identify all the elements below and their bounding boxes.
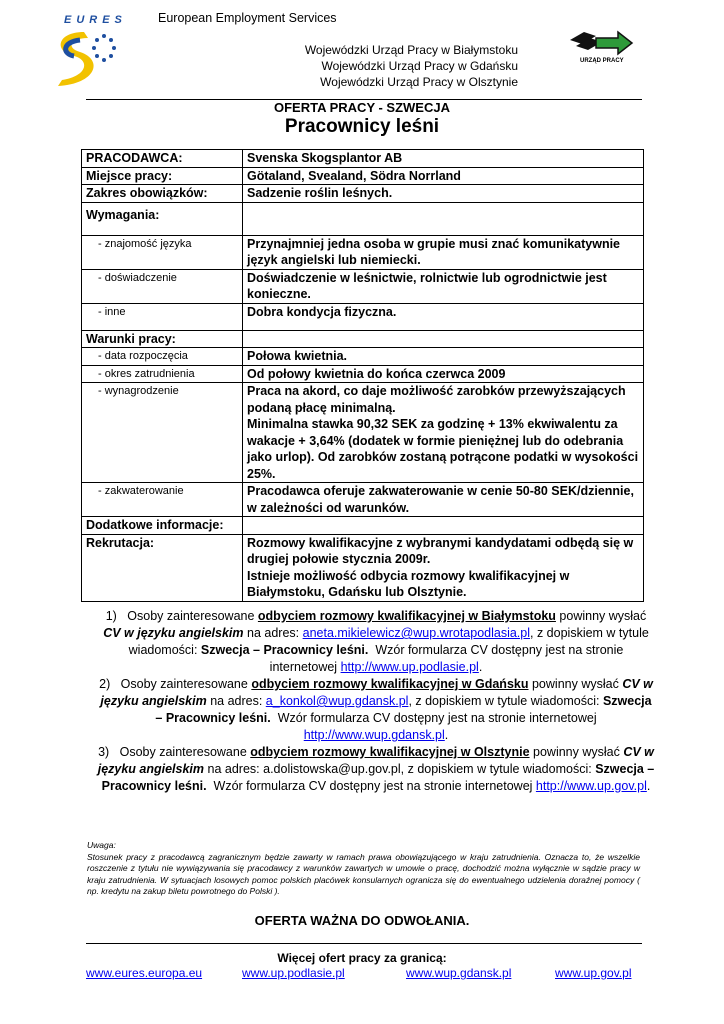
offer-country: OFERTA PRACY - SZWECJA — [274, 100, 450, 115]
table-row — [82, 483, 644, 517]
item-number: 1) — [105, 609, 117, 623]
header-org-name: European Employment Services — [158, 11, 337, 25]
table-row — [82, 185, 644, 203]
period-label: - okres zatrudnienia — [82, 365, 243, 383]
req-language-label: - znajomość języka — [82, 235, 243, 269]
start-label: - data rozpoczęcia — [82, 348, 243, 366]
requirements-empty — [243, 202, 644, 235]
offer-valid-notice: OFERTA WAŻNA DO ODWOŁANIA. — [254, 913, 470, 928]
salary-label: - wynagrodzenie — [82, 383, 243, 483]
instruction-item — [96, 608, 656, 676]
item-interview-city: odbyciem rozmowy kwalifikacyjnej w Białymstoku — [257, 609, 556, 623]
item-end: . — [444, 728, 449, 742]
item-subject-label: , z dopiskiem w tytule wiadomości: — [408, 694, 600, 708]
url-link-podlasie[interactable]: http://www.up.podlasie.pl — [340, 660, 479, 674]
item-subject: Szwecja – Pracownicy leśni. — [200, 643, 369, 657]
item-addr-label: na adres: — [210, 694, 263, 708]
salary-text-1: Praca na akord, co daje możliwość zarobków przewyższających podaną płacę minimalną. — [247, 384, 626, 415]
email-olsztyn: a.dolistowska@up.gov.pl — [263, 762, 401, 776]
additional-label: Dodatkowe informacje: — [82, 517, 243, 535]
employer-label: PRACODAWCA: — [82, 150, 243, 168]
table-row — [82, 348, 644, 366]
more-offers-label: Więcej ofert pracy za granicą: — [277, 951, 447, 965]
item-subject-label: , z dopiskiem w tytule wiadomości: — [400, 762, 592, 776]
duties-value: Sadzenie roślin leśnych. — [243, 185, 644, 203]
urzad-logo-text: URZĄD PRACY — [580, 58, 624, 64]
table-row — [82, 235, 644, 269]
office-bialystok: Wojewódzki Urząd Pracy w Białymstoku — [304, 43, 518, 57]
item-intro: Osoby zainteresowane — [120, 677, 248, 691]
offer-table — [81, 149, 644, 602]
table-row — [82, 517, 644, 535]
recruitment-value — [243, 534, 644, 601]
housing-value: Pracodawca oferuje zakwaterowanie w cenie 50-80 SEK/dziennie, w zależności od warunków. — [243, 483, 644, 517]
item-cv: CV w języku angielskim — [97, 745, 654, 776]
table-row — [82, 365, 644, 383]
urzad-pracy-logo — [566, 26, 636, 64]
req-other-value: Dobra kondycja fizyczna. — [243, 303, 644, 330]
eures-logo — [44, 10, 140, 92]
duties-label: Zakres obowiązków: — [82, 185, 243, 203]
req-experience-value: Doświadczenie w leśnictwie, rolnictwie lub ogrodnictwie jest konieczne. — [243, 269, 644, 303]
item-send: powinny wysłać — [531, 677, 619, 691]
location-label: Miejsce pracy: — [82, 167, 243, 185]
application-instructions — [96, 608, 656, 795]
salary-value — [243, 383, 644, 483]
instruction-item — [96, 676, 656, 744]
instruction-item — [96, 744, 656, 795]
item-form-text: Wzór formularza CV dostępny jest na stronie internetowej — [277, 711, 597, 725]
start-value: Połowa kwietnia. — [243, 348, 644, 366]
footer-link-up-gov[interactable]: www.up.gov.pl — [555, 966, 632, 980]
item-number: 3) — [98, 745, 110, 759]
item-end: . — [478, 660, 483, 674]
conditions-empty — [243, 330, 644, 348]
footer-link-gdansk[interactable]: www.wup.gdansk.pl — [406, 966, 512, 980]
conditions-label: Warunki pracy: — [82, 330, 243, 348]
footer-link-podlasie[interactable]: www.up.podlasie.pl — [242, 966, 345, 980]
item-end: . — [646, 779, 651, 793]
office-olsztyn: Wojewódzki Urząd Pracy w Olsztynie — [320, 75, 518, 89]
recruitment-text-2: Istnieje możliwość odbycia rozmowy kwalifikacyjnej w Białymstoku, Gdańsku lub Olsztynie. — [247, 568, 570, 599]
table-row — [82, 303, 644, 330]
eu-stars-icon — [92, 34, 116, 62]
requirements-label: Wymagania: — [82, 202, 243, 235]
url-link-gdansk[interactable]: http://www.wup.gdansk.pl — [303, 728, 445, 742]
url-link-olsztyn[interactable]: http://www.up.gov.pl — [535, 779, 647, 793]
item-form-text: Wzór formularza CV dostępny jest na stronie internetowej — [269, 643, 624, 674]
item-interview-city: odbyciem rozmowy kwalifikacyjnej w Gdańsku — [251, 677, 529, 691]
employer-value: Svenska Skogsplantor AB — [243, 150, 644, 168]
legal-note — [87, 840, 640, 898]
office-gdansk: Wojewódzki Urząd Pracy w Gdańsku — [321, 59, 518, 73]
item-subject-label: , z dopiskiem w tytule wiadomości: — [128, 626, 649, 657]
item-send: powinny wysłać — [559, 609, 647, 623]
table-row — [82, 269, 644, 303]
housing-label: - zakwaterowanie — [82, 483, 243, 517]
email-link-bialystok[interactable]: aneta.mikielewicz@wup.wrotapodlasia.pl — [302, 626, 531, 640]
item-intro: Osoby zainteresowane — [119, 745, 247, 759]
item-cv: CV w języku angielskim — [100, 677, 653, 708]
item-intro: Osoby zainteresowane — [127, 609, 255, 623]
table-row — [82, 330, 644, 348]
item-send: powinny wysłać — [533, 745, 620, 759]
footer-divider — [86, 943, 642, 944]
item-subject: Szwecja – Pracownicy leśni. — [101, 762, 655, 793]
table-row — [82, 202, 644, 235]
page-title: Pracownicy leśni — [284, 116, 440, 137]
item-number: 2) — [99, 677, 111, 691]
req-other-label: - inne — [82, 303, 243, 330]
recruitment-text-1: Rozmowy kwalifikacyjne z wybranymi kandydatami odbędą się w drugiej połowie stycznia 2009r. — [247, 535, 634, 566]
email-link-gdansk[interactable]: a_konkol@wup.gdansk.pl — [265, 694, 409, 708]
item-cv: CV w języku angielskim — [103, 626, 244, 640]
req-experience-label: - doświadczenie — [82, 269, 243, 303]
table-row — [82, 150, 644, 168]
item-interview-city: odbyciem rozmowy kwalifikacyjnej w Olsztynie — [250, 745, 530, 759]
location-value: Götaland, Svealand, Södra Norrland — [243, 167, 644, 185]
table-row — [82, 534, 644, 601]
office-list — [238, 42, 518, 90]
table-row — [82, 383, 644, 483]
eures-logo-text: EURES — [64, 14, 127, 26]
salary-text-2: Minimalna stawka 90,32 SEK za godzinę + 13% ekwiwalentu za wakacje + 3,64% (dodatek w formie pieniężnej lub do odebrania jako urlop). Od zarobków zostaną potrącone podatki w wysokości 25%. — [247, 417, 639, 481]
arrow-right-icon — [596, 32, 632, 54]
period-value: Od połowy kwietnia do końca czerwca 2009 — [243, 365, 644, 383]
item-subject: Szwecja – Pracownicy leśni. — [155, 694, 652, 725]
footer-link-eures[interactable]: www.eures.europa.eu — [86, 966, 203, 980]
item-form-text: Wzór formularza CV dostępny jest na stronie internetowej — [213, 779, 533, 793]
note-title: Uwaga: — [87, 840, 116, 850]
item-addr-label: na adres: — [247, 626, 300, 640]
note-text: Stosunek pracy z pracodawcą zagranicznym będzie zawarty w ramach prawa obowiązującego w kraju zatrudnienia. Oznacza to, że wszelkie roszczenie z tytułu nie wywiązywania się pracodawcy z warunków zawartych w umowie o pracę, dochodzić można wyłącznie w sądzie pracy w kraju zatrudnienia. W sytuacjach losowych pomoc polskich placówek konsularnych ogranicza się do ewentualnego udzielenia doraźnej pomocy ( np. kredytu na zakup biletu powrotnego do Polski ). — [87, 851, 640, 896]
req-language-value: Przynajmniej jedna osoba w grupie musi znać komunikatywnie język angielski lub niemiecki. — [243, 235, 644, 269]
table-row — [82, 167, 644, 185]
additional-empty — [243, 517, 644, 535]
recruitment-label: Rekrutacja: — [82, 534, 243, 601]
item-addr-label: na adres: — [207, 762, 260, 776]
